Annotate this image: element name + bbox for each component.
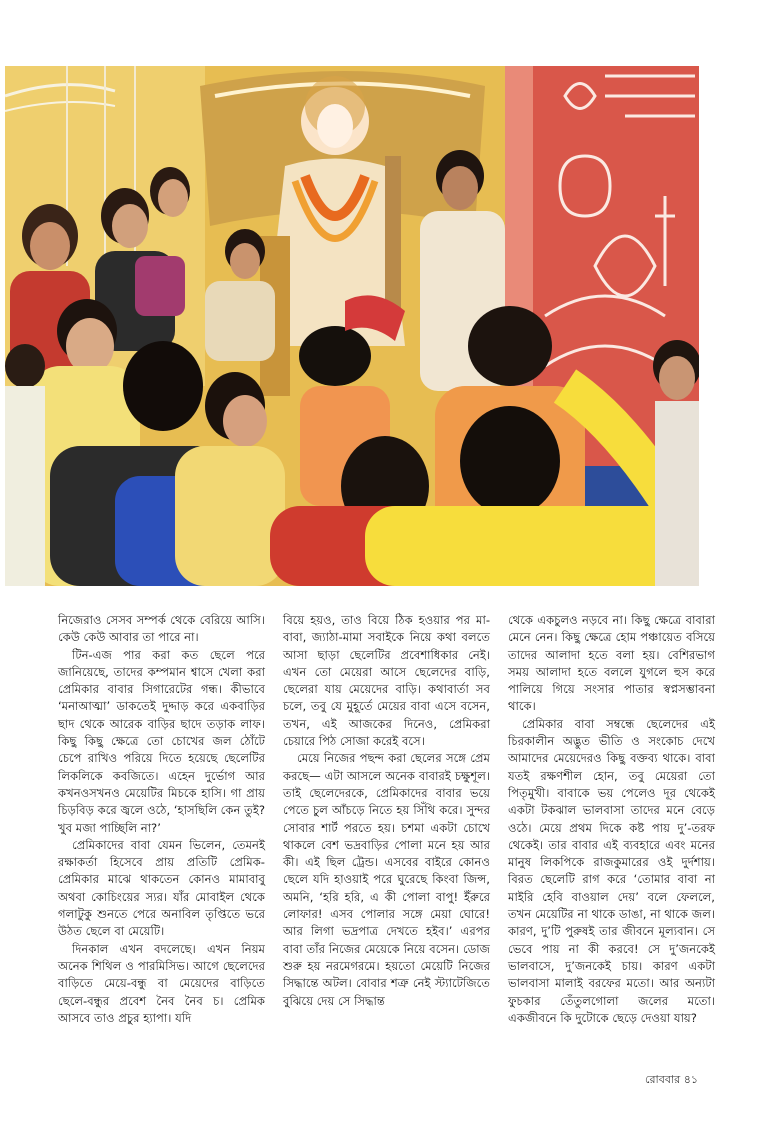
article-column-1 <box>58 612 265 1067</box>
paragraph: বিয়ে হয়ও, তাও বিয়ে ঠিক হওয়ার পর মা-বাবা, জ্যাঠা-মামা সবাইকে নিয়ে কথা বলতে আসা ছাড়া ছেলেটির প্রবেশাধিকার নেই। এখন তো মেয়েরা আসে ছেলেদের বাড়ি, ছেলেরা যায় মেয়েদের বাড়ি। কথাবার্তা সব চলে, তবু যে মুহূর্তে মেয়ের বাবা এসে বসেন, তখন, এই আজকের দিনেও, প্রেমিকরা চেয়ারে পিঠ সোজা করেই বসে। <box>283 613 490 749</box>
paragraph: প্রেমিকার বাবা সম্বন্ধে ছেলেদের এই চিরকালীন অদ্ভুত ভীতি ও সংকোচ দেখে আমাদের মেয়েদেরও কিছু বক্তব্য থাকে। বাবা যতই রক্ষণশীল হোন, তবু মেয়েরা তো পিতৃমুখী। বাবাকে ভয় পেলেও দূর থেকেই একটা টকঝাল ভালবাসা তাদের মনে বেড়ে ওঠে। মেয়ে প্রথম দিকে কষ্ট পায় দু’-তরফ থেকেই। তার বাবার এই ব্যবহারে এবং মনের মানুষ লিকপিকে রাজকুমারের ওই দুর্দশায়। বিরত ছেলেটি রাগ করে ‘তোমার বাবা না মাইরি হেবি বাওয়াল দেয়’ বলে ফেললে, তখন মেয়েটির না থাকে ডাঙা, না থাকে জল। কারণ, দু’টি পুরুষই তার জীবনে মূল্যবান। সে ভেবে পায় না কী করবে! সে দু’জনকেই ভালবাসে, দু’জনকেই চায়। কারণ একটা ভালবাসা মালাই বরফের মতো। আর অন্যটা ফুচকার তেঁতুলগোলা জলের মতো। একজীবনে কি দুটোকে ছেড়ে দেওয়া যায়? <box>508 716 715 1025</box>
paragraph: টিন-এজ পার করা কত ছেলে পরে জানিয়েছে, তাদের কম্পমান শ্বাসে খেলা করা প্রেমিকার বাবার সিগারেটের গন্ধ। কীভাবে ‘মনাআত্মা’ ডাকতেই দুদ্দাড় করে একবাড়ির ছাদ থেকে আরেক বাড়ির ছাদে তড়াক লাফ। কিছু কিছু ক্ষেত্রে তো চোখের জল ঠোঁটে চেপে রাখিও পরিয়ে দিতে হয়েছে ছেলেটির লিকলিকে কবজিতে। এহেন দুর্ভোগ আর কখনওসখনও মেয়েটির মিচকে হাসি। গা প্রায় চিড়বিড় করে জ্বলে ওঠে, ‘হাসছিলি কেন তুই? খুব মজা পাচ্ছিলি না?’ <box>58 647 265 835</box>
article-body <box>58 612 716 1067</box>
paragraph: মেয়ে নিজের পছন্দ করা ছেলের সঙ্গে প্রেম করছে— এটা আসলে অনেক বাবারই চক্ষুশূল। তাই ছেলেদেরকে, প্রেমিকাদের বাবার ভয়ে পেতে চুল আঁচড়ে নিতে হয় সিঁথি করে। সুন্দর সোবার শার্ট পরতে হয়। চশমা একটা চোখে থাকলে বেশ ভদ্রবাড়ির পোলা মনে হয় আর কী। এই ছিল ট্রেন্ড। এসবের বাইরে কোনও ছেলে যদি হাওয়াই পরে ঘুরেছে কিংবা জিন্স, অমনি, ‘হরি হরি, এ কী পোলা বাপু! ইঁরুরে লোফার! এসব পোলার সঙ্গে মেয়া ঘোরে! আর লিগা ভদ্রপাত্র দেখতে হইব।’ এরপর বাবা তাঁর নিজের মেয়েকে নিয়ে বসেন। ডোজ শুরু হয় নরমেগরমে। হয়তো মেয়েটি নিজের সিদ্ধান্তে অটল। বোবার শত্রু নেই স্ট্যাটেজিতে বুঝিয়ে দেয় সে সিদ্ধান্ত <box>283 751 490 1008</box>
page-number-label: রোববার ৪১ <box>645 1073 698 1086</box>
article-column-3 <box>508 612 715 1067</box>
paragraph: দিনকাল এখন বদলেছে। এখন নিয়ম অনেক শিথিল ও পারমিসিভ। আগে ছেলেদের বাড়িতে মেয়ে-বন্ধু বা মেয়েদের বাড়িতে ছেলে-বন্ধুর প্রবেশ নৈব নৈব চ। প্রেমিক আসবে তাও প্রচুর হ্যাপা। যদি <box>58 941 265 1025</box>
article-column-2 <box>283 612 490 1067</box>
paragraph: প্রেমিকাদের বাবা যেমন ভিলেন, তেমনই রক্ষাকর্তা হিসেবে প্রায় প্রতিটি প্রেমিক-প্রেমিকার মাঝে থাকতেন কোনও মামাবাবু অথবা কোচিংয়ের স্যর। যাঁর মোবাইল থেকে গলাটুকু শুনতে পেরে অনাবিল তৃপ্তিতে ভরে উঠত ছেলে বা মেয়েটি। <box>58 837 265 939</box>
article-photo <box>5 66 699 586</box>
paragraph: থেকে একচুলও নড়বে না। কিছু ক্ষেত্রে বাবারা মেনে নেন। কিছু ক্ষেত্রে হোম পঞ্চায়েত বসিয়ে তাদের আলাদা হতে বলা হয়। বেশিরভাগ সময় আলাদা হতে বললে যুগলে হুস করে পালিয়ে গিয়ে সংসার পাতার স্বপ্নসম্ভাবনা থাকে। <box>508 613 715 714</box>
festival-photo-illustration <box>5 66 699 586</box>
paragraph: নিজেরাও সেসব সম্পর্ক থেকে বেরিয়ে আসি। কেউ কেউ আবার তা পারে না। <box>58 613 265 645</box>
